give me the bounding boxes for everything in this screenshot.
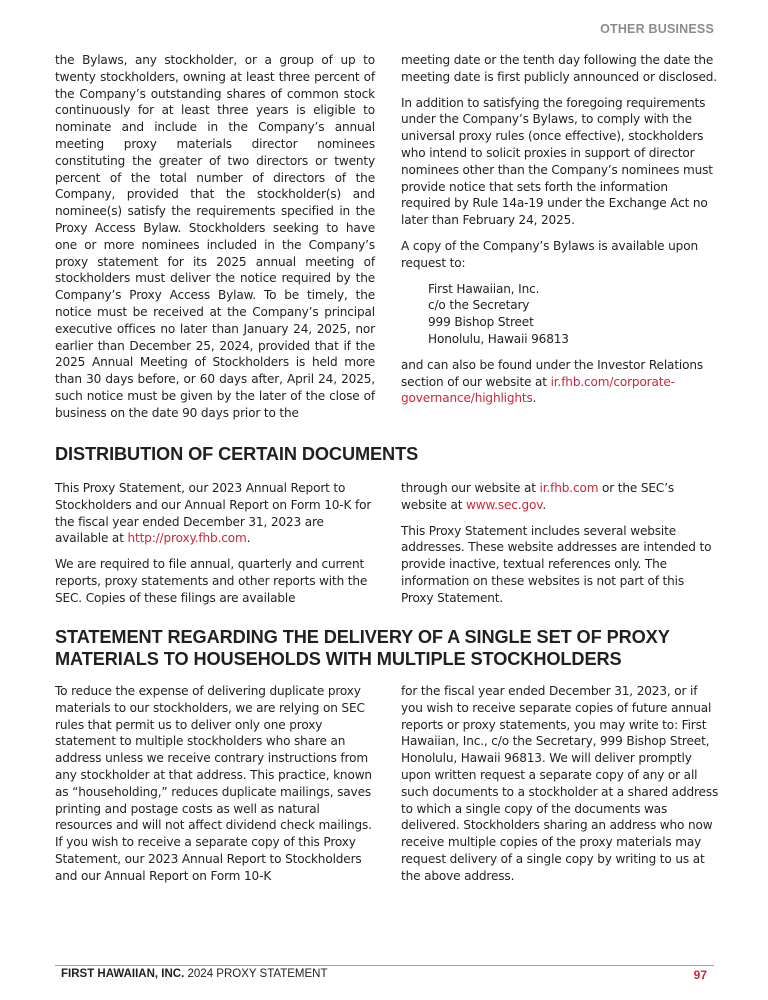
website-paragraph bbox=[401, 480, 719, 514]
section1-left-column bbox=[55, 52, 375, 431]
ir-fhb-link[interactable]: ir.fhb.com bbox=[539, 481, 599, 495]
investor-relations-text: and can also be found under the Investor Relations section of our website at bbox=[401, 357, 704, 389]
universal-proxy-paragraph: In addition to satisfying the foregoing requirements under the Company’s Bylaws, to comply with the universal proxy rules (once effective), stockholders who intend to solicit proxies in support of director nominees other than the Company’s nominees must provide notice that sets forth the information required by Rule 14a-19 under the Exchange Act no later than February 24, 2025. bbox=[401, 95, 713, 228]
proxy-access-paragraph: the Bylaws, any stockholder, or a group of up to twenty stockholders, owning at least three percent of the Company’s outstanding shares of common stock continuously for at least three years is eligible to nominate and include in the Company’s annual meeting proxy materials director nominees constituting the greater of two directors or twenty percent of the total number of directors of the Company, provided that the stockholder(s) and nominee(s) satisfy the requirements specified in the Proxy Access Bylaw. Stockholders seeking to have one or more nominees included in the Company’s proxy statement for its 2025 annual meeting of stockholders must deliver the notice required by the Company’s Proxy Access Bylaw. To be timely, the notice must be received at the Company’s principal executive offices no later than January 24, 2025, nor earlier than December 25, 2024, provided that if the 2025 Annual Meeting of Stockholders is held more than 30 days before, or 60 days after, April 24, 2025, such notice must be given by the later of the close of business on the date 90 days prior to the bbox=[55, 53, 375, 420]
bylaws-copy-paragraph: A copy of the Company’s Bylaws is available upon request to: bbox=[401, 238, 698, 270]
householding-request-paragraph: for the fiscal year ended December 31, 2023, or if you wish to receive separate copies of future annual reports or proxy statements, you may write to: First Hawaiian, Inc., c/o the Secretary, 999 Bishop Street, Honolulu, Hawaii 96813. We will deliver promptly upon written request a separate copy of any or all such documents to a stockholder at a shared address to which a single copy of the documents was delivered. Stockholders sharing an address who now receive multiple copies of the proxy materials may request delivery of a single copy by writing to us at the above address. bbox=[401, 684, 719, 883]
section2-right-column bbox=[401, 480, 719, 616]
investor-relations-paragraph bbox=[401, 357, 719, 407]
availability-paragraph bbox=[55, 480, 375, 547]
page-number: 97 bbox=[693, 968, 707, 982]
address-line: Honolulu, Hawaii 96813 bbox=[428, 331, 569, 346]
section2-left-column bbox=[55, 480, 375, 616]
footer-company: FIRST HAWAIIAN, INC. bbox=[61, 968, 185, 980]
period: . bbox=[542, 497, 547, 512]
footer-doc-title: 2024 PROXY STATEMENT bbox=[184, 968, 328, 980]
section3-right-column bbox=[401, 683, 719, 894]
proxy-fhb-link[interactable]: http://proxy.fhb.com bbox=[127, 531, 247, 546]
sec-gov-link[interactable]: www.sec.gov bbox=[466, 497, 543, 512]
section3-left-column bbox=[55, 683, 375, 894]
governance-highlights-link[interactable]: ir.fhb.com/corporate-governance/highlights bbox=[401, 374, 675, 406]
period: . bbox=[532, 391, 537, 406]
footer-divider bbox=[55, 965, 714, 966]
mailing-address bbox=[401, 281, 719, 348]
householding-paragraph: To reduce the expense of delivering duplicate proxy materials to our stockholders, we are relying on SEC rules that permit us to deliver only one proxy statement to multiple stockholders who share an address unless we receive contrary instructions from any stockholder at that address. This practice, known as “householding,” reduces duplicate mailings, saves printing and postage costs as well as natural resources and will not affect dividend check mailings. If you wish to receive a separate copy of this Proxy Statement, our 2023 Annual Report to Stockholders and our Annual Report on Form 10-K bbox=[55, 684, 372, 883]
householding-heading bbox=[55, 626, 670, 670]
householding-heading-line: STATEMENT REGARDING THE DELIVERY OF A SINGLE SET OF PROXY bbox=[55, 627, 670, 647]
running-head-section-label: OTHER BUSINESS bbox=[600, 22, 714, 36]
period: . bbox=[246, 531, 251, 546]
website-disclaimer-paragraph: This Proxy Statement includes several website addresses. These website addresses are intended to provide inactive, textual references only. The information on these websites is not part of this Proxy Statement. bbox=[401, 523, 712, 605]
address-line: c/o the Secretary bbox=[428, 298, 530, 313]
availability-text: This Proxy Statement, our 2023 Annual Report to Stockholders and our Annual Report on Form 10-K for the fiscal year ended December 31, 2023 are available at bbox=[55, 481, 372, 546]
footer-title bbox=[61, 968, 327, 980]
distribution-heading: DISTRIBUTION OF CERTAIN DOCUMENTS bbox=[55, 444, 419, 464]
section1-right-column bbox=[401, 52, 719, 416]
address-line: First Hawaiian, Inc. bbox=[428, 281, 540, 296]
meeting-date-paragraph: meeting date or the tenth day following the date the meeting date is first publicly announced or disclosed. bbox=[401, 53, 717, 84]
sec-filings-paragraph: We are required to file annual, quarterly and current reports, proxy statements and other reports with the SEC. Copies of these filings are available bbox=[55, 557, 368, 605]
householding-heading-line: MATERIALS TO HOUSEHOLDS WITH MULTIPLE STOCKHOLDERS bbox=[55, 649, 622, 669]
website-text: or the SEC’s website at bbox=[401, 481, 675, 512]
website-text: through our website at bbox=[401, 481, 540, 495]
address-line: 999 Bishop Street bbox=[428, 315, 534, 330]
